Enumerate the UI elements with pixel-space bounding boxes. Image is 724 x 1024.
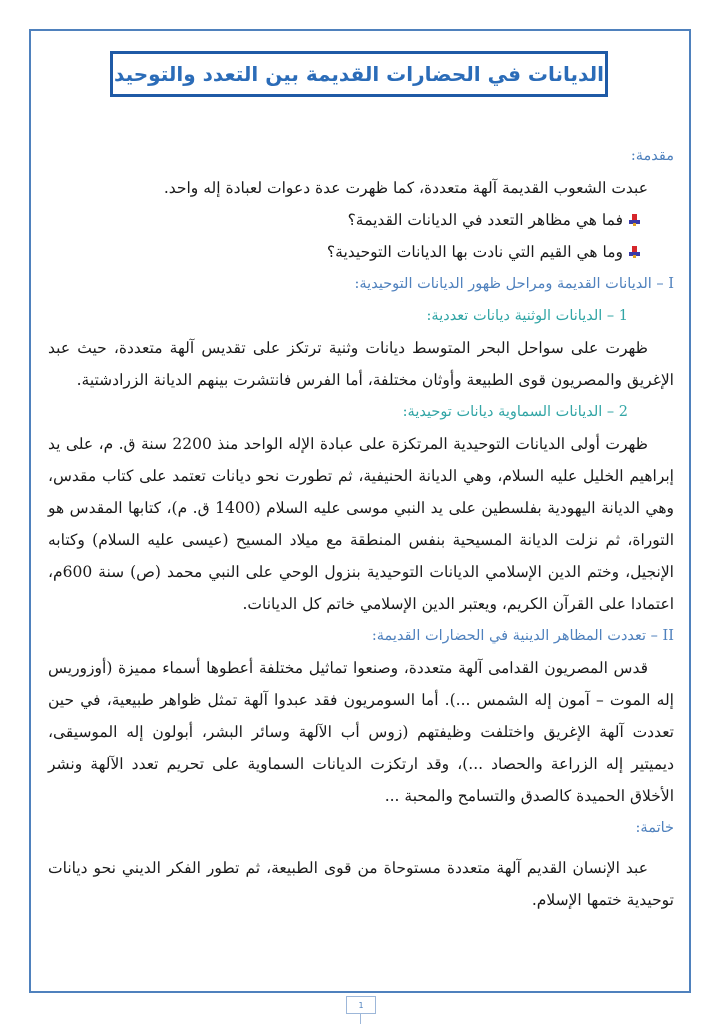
question-item — [48, 204, 674, 236]
section2-text: قدس المصريون القدامى آلهة متعددة، وصنعوا تماثيل مختلفة أعطوها أسماء مميزة (أوزوريس إله الموت – آمون إله الشمس ...). أما السومريون فقد عبدوا آلهة تمثل ظواهر طبيعية، في حين تعددت آلهة الإغريق واختلفت وظيفتهم (زوس أب الآلهة وسائر البشر، أبولون إله الموسيقى، ديميتير إله الزراعة والحصاد ...)، وقد ارتكزت الديانات السماوية على تحريم تعدد الآلهة ونشر الأخلاق الحميدة كالصدق والتسامح والمحبة ... — [48, 659, 674, 805]
question-text: فما هي مظاهر التعدد في الديانات القديمة؟ — [347, 211, 623, 229]
intro-heading: مقدمة: — [630, 148, 674, 164]
bullet-icon — [629, 246, 640, 258]
page-title: الديانات في الحضارات القديمة بين التعدد والتوحيد — [114, 62, 604, 86]
title-box — [110, 51, 608, 97]
section1-sub2-text: ظهرت أولى الديانات التوحيدية المرتكزة على عبادة الإله الواحد منذ 2200 سنة ق. م، على يد إبراهيم الخليل عليه السلام، وهي الديانة الحنيفية، ثم تطورت نحو ديانات تعتمد على كتاب مقدس، وهي الديانة اليهودية بفلسطين على يد النبي موسى عليه السلام (1400 ق. م)، كتابها المقدس هو التوراة، ثم نزلت الديانة المسيحية بنفس المنطقة مع ميلاد المسيح (عيسى عليه السلام) وكتابه الإنجيل، وختم الدين الإسلامي الديانات التوحيدية بنزول الوحي على النبي محمد (ص) سنة 600م، اعتمادا على القرآن الكريم، ويعتبر الدين الإسلامي خاتم كل الديانات. — [48, 435, 674, 613]
section1-sub1-heading: 1 – الديانات الوثنية ديانات تعددية: — [426, 308, 628, 324]
section1-sub1-text: ظهرت على سواحل البحر المتوسط ديانات وثنية ترتكز على تقديس آلهة متعددة، حيث عبد الإغريق والمصريون قوى الطبيعة وأوثان مختلفة، أما الفرس فانتشرت بينهم الديانة الزرادشتية. — [48, 339, 674, 389]
question-item — [48, 236, 674, 268]
page-number: 1 — [346, 996, 376, 1014]
conclusion-text: عبد الإنسان القديم آلهة متعددة مستوحاة من قوى الطبيعة، ثم تطور الفكر الديني نحو ديانات توحيدية ختمها الإسلام. — [48, 859, 674, 909]
conclusion-heading: خاتمة: — [635, 820, 674, 836]
section2-heading: II – تعددت المظاهر الدينية في الحضارات القديمة: — [371, 628, 674, 644]
section1-heading: I – الديانات القديمة ومراحل ظهور الديانات التوحيدية: — [354, 276, 674, 292]
bullet-icon — [629, 214, 640, 226]
question-text: وما هي القيم التي نادت بها الديانات التوحيدية؟ — [326, 243, 623, 261]
intro-text: عبدت الشعوب القديمة آلهة متعددة، كما ظهرت عدة دعوات لعبادة إله واحد. — [163, 179, 648, 197]
page-number-tick — [360, 1014, 361, 1024]
section1-sub2-heading: 2 – الديانات السماوية ديانات توحيدية: — [402, 404, 628, 420]
document-body — [48, 140, 674, 916]
